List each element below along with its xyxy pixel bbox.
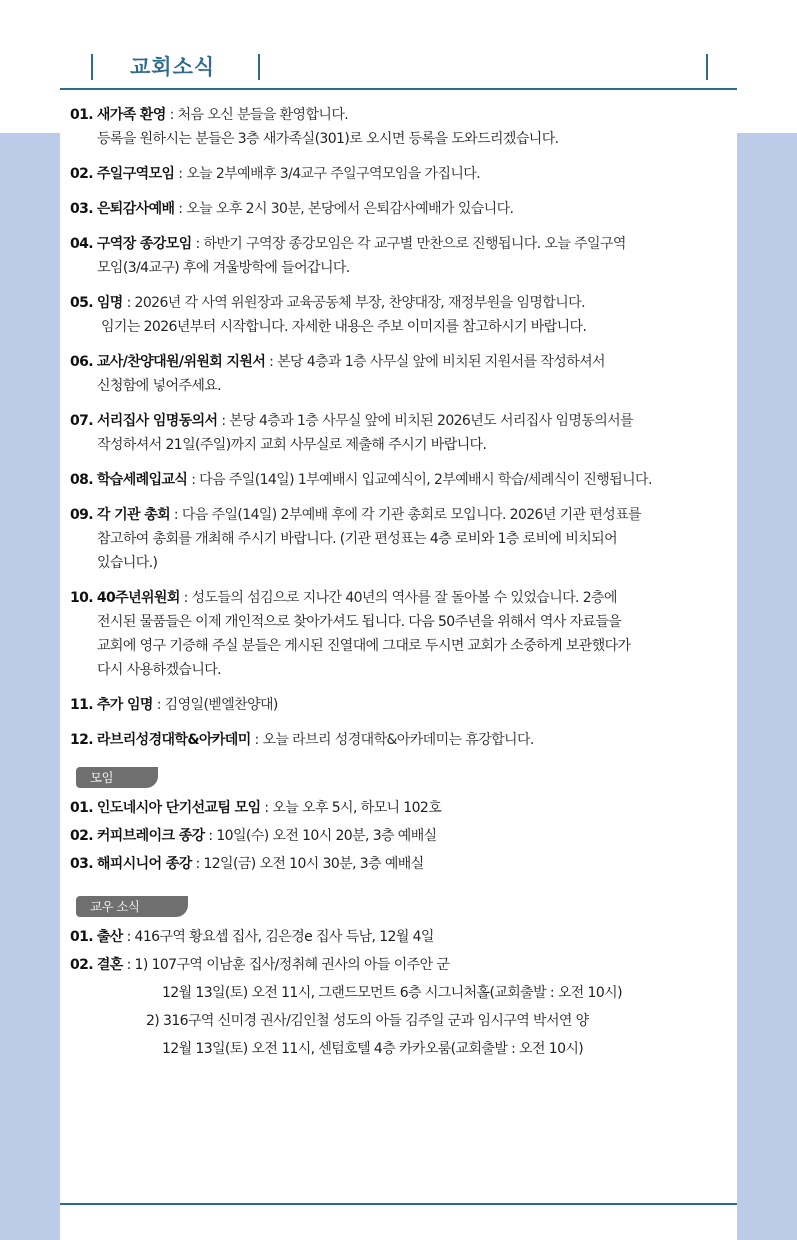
item-text: : 하반기 구역장 종강모임은 각 교구별 만찬으로 진행됩니다. 오늘 주일구역 <box>191 236 626 252</box>
item-text: : 오늘 오후 5시, 하모니 102호 <box>260 800 442 816</box>
item-text: : 오늘 오후 2시 30분, 본당에서 은퇴감사예배가 있습니다. <box>174 201 514 217</box>
item-label: 새가족 환영 <box>96 107 166 123</box>
item-text: : 오늘 라브리 성경대학&아카데미는 휴강합니다. <box>250 732 534 748</box>
item-number: 01. <box>70 800 94 816</box>
header-divider <box>706 54 708 80</box>
header-divider <box>258 54 260 80</box>
notice-item <box>70 291 730 339</box>
item-number: 03. <box>70 856 94 872</box>
item-text: 다시 사용하겠습니다. <box>97 662 222 678</box>
birth-item <box>70 923 730 951</box>
notice-content <box>70 103 730 1063</box>
members-news-tag: 교우 소식 <box>76 896 188 917</box>
item-label: 결혼 <box>96 957 123 973</box>
item-number: 02. <box>70 957 94 973</box>
meetings-tag: 모임 <box>76 767 158 788</box>
item-label: 해피시니어 종강 <box>96 856 192 872</box>
item-label: 40주년위원회 <box>96 590 180 606</box>
item-number: 07. <box>70 413 94 429</box>
item-text: 모임(3/4교구) 후에 겨울방학에 들어갑니다. <box>97 260 350 276</box>
item-text: : 성도들의 섬김으로 지나간 40년의 역사를 잘 돌아볼 수 있었습니다. 2층에 <box>179 590 617 606</box>
notice-item <box>70 503 730 575</box>
item-number: 02. <box>70 828 94 844</box>
item-text: : 416구역 황요셉 집사, 김은경e 집사 득남, 12월 4일 <box>122 929 434 945</box>
notice-item <box>70 162 730 186</box>
item-label: 커피브레이크 종강 <box>96 828 205 844</box>
item-text: : 다음 주일(14일) 1부예배시 입교예식이, 2부예배시 학습/세례식이 진행됩니다. <box>187 472 652 488</box>
item-text: 있습니다.) <box>97 555 158 571</box>
wedding-detail: 12월 13일(토) 오전 11시, 그랜드모먼트 6층 시그니처홀(교회출발 : 오전 10시) <box>162 985 622 1001</box>
item-number: 02. <box>70 166 94 182</box>
notice-item <box>70 468 730 492</box>
item-label: 라브리성경대학&아카데미 <box>96 732 251 748</box>
page-title: 교회소식 <box>130 55 216 79</box>
item-text: : 본당 4층과 1층 사무실 앞에 비치된 지원서를 작성하셔서 <box>265 354 605 370</box>
item-label: 구역장 종강모임 <box>96 236 192 252</box>
item-label: 학습세례입교식 <box>96 472 188 488</box>
item-label: 임명 <box>96 295 123 311</box>
notice-item <box>70 586 730 682</box>
item-label: 주일구역모임 <box>96 166 175 182</box>
item-text: : 1) 107구역 이남훈 집사/정취혜 권사의 아들 이주안 군 <box>122 957 450 973</box>
item-text: : 12일(금) 오전 10시 30분, 3층 예배실 <box>191 856 424 872</box>
item-text: : 10일(수) 오전 10시 20분, 3층 예배실 <box>204 828 437 844</box>
item-number: 12. <box>70 732 94 748</box>
item-text: 참고하여 총회를 개최해 주시기 바랍니다. (기관 편성표는 4층 로비와 1층 로비에 비치되어 <box>97 531 618 547</box>
notice-item <box>70 103 730 151</box>
item-text: 신청함에 넣어주세요. <box>97 378 222 394</box>
item-text: : 본당 4층과 1층 사무실 앞에 비치된 2026년도 서리집사 임명동의서를 <box>217 413 634 429</box>
item-text: : 다음 주일(14일) 2부예배 후에 각 기관 총회로 모입니다. 2026년 기관 편성표를 <box>170 507 642 523</box>
item-text: : 처음 오신 분들을 환영합니다. <box>165 107 349 123</box>
item-number: 08. <box>70 472 94 488</box>
item-number: 06. <box>70 354 94 370</box>
header-divider <box>91 54 93 80</box>
item-text: : 2026년 각 사역 위원장과 교육공동체 부장, 찬양대장, 재정부원을 임명합니다. <box>122 295 585 311</box>
item-label: 출산 <box>96 929 123 945</box>
right-side-panel <box>737 133 797 1240</box>
notice-item <box>70 197 730 221</box>
item-text: 작성하셔서 21일(주일)까지 교회 사무실로 제출해 주시기 바랍니다. <box>97 437 487 453</box>
wedding-detail: 2) 316구역 신미경 권사/김인철 성도의 아들 김주일 군과 임시구역 박서연 양 <box>146 1013 589 1029</box>
item-text: 등록을 원하시는 분들은 3층 새가족실(301)로 오시면 등록을 도와드리겠습니다. <box>97 131 559 147</box>
notice-item <box>70 232 730 280</box>
item-text: 임기는 2026년부터 시작합니다. 자세한 내용은 주보 이미지를 참고하시기 바랍니다. <box>101 319 587 335</box>
item-text: 교회에 영구 기증해 주실 분들은 게시된 진열대에 그대로 두시면 교회가 소중하게 보관했다가 <box>97 638 631 654</box>
meeting-item <box>70 796 730 820</box>
item-number: 05. <box>70 295 94 311</box>
item-number: 01. <box>70 107 94 123</box>
item-label: 각 기관 총회 <box>96 507 171 523</box>
bottom-divider <box>60 1203 737 1205</box>
notice-item <box>70 693 730 717</box>
notice-item <box>70 350 730 398</box>
item-number: 09. <box>70 507 94 523</box>
item-number: 10. <box>70 590 94 606</box>
left-side-panel <box>0 133 60 1240</box>
section-header <box>60 46 737 90</box>
item-text: : 오늘 2부예배후 3/4교구 주일구역모임을 가집니다. <box>174 166 481 182</box>
item-text: : 김영일(벧엘찬양대) <box>152 697 278 713</box>
meeting-item <box>70 852 730 876</box>
notice-item <box>70 409 730 457</box>
wedding-detail: 12월 13일(토) 오전 11시, 센텀호텔 4층 카카오룸(교회출발 : 오전 10시) <box>162 1041 584 1057</box>
item-label: 인도네시아 단기선교팀 모임 <box>96 800 261 816</box>
item-number: 11. <box>70 697 94 713</box>
item-label: 교사/찬양대원/위원회 지원서 <box>96 354 266 370</box>
meeting-item <box>70 824 730 848</box>
wedding-item <box>70 951 730 979</box>
item-text: 전시된 물품들은 이제 개인적으로 찾아가셔도 됩니다. 다음 50주년을 위해서 역사 자료들을 <box>97 614 622 630</box>
item-label: 추가 임명 <box>96 697 153 713</box>
item-label: 은퇴감사예배 <box>96 201 175 217</box>
item-number: 03. <box>70 201 94 217</box>
item-label: 서리집사 임명동의서 <box>96 413 218 429</box>
item-number: 01. <box>70 929 94 945</box>
item-number: 04. <box>70 236 94 252</box>
notice-item <box>70 728 730 752</box>
